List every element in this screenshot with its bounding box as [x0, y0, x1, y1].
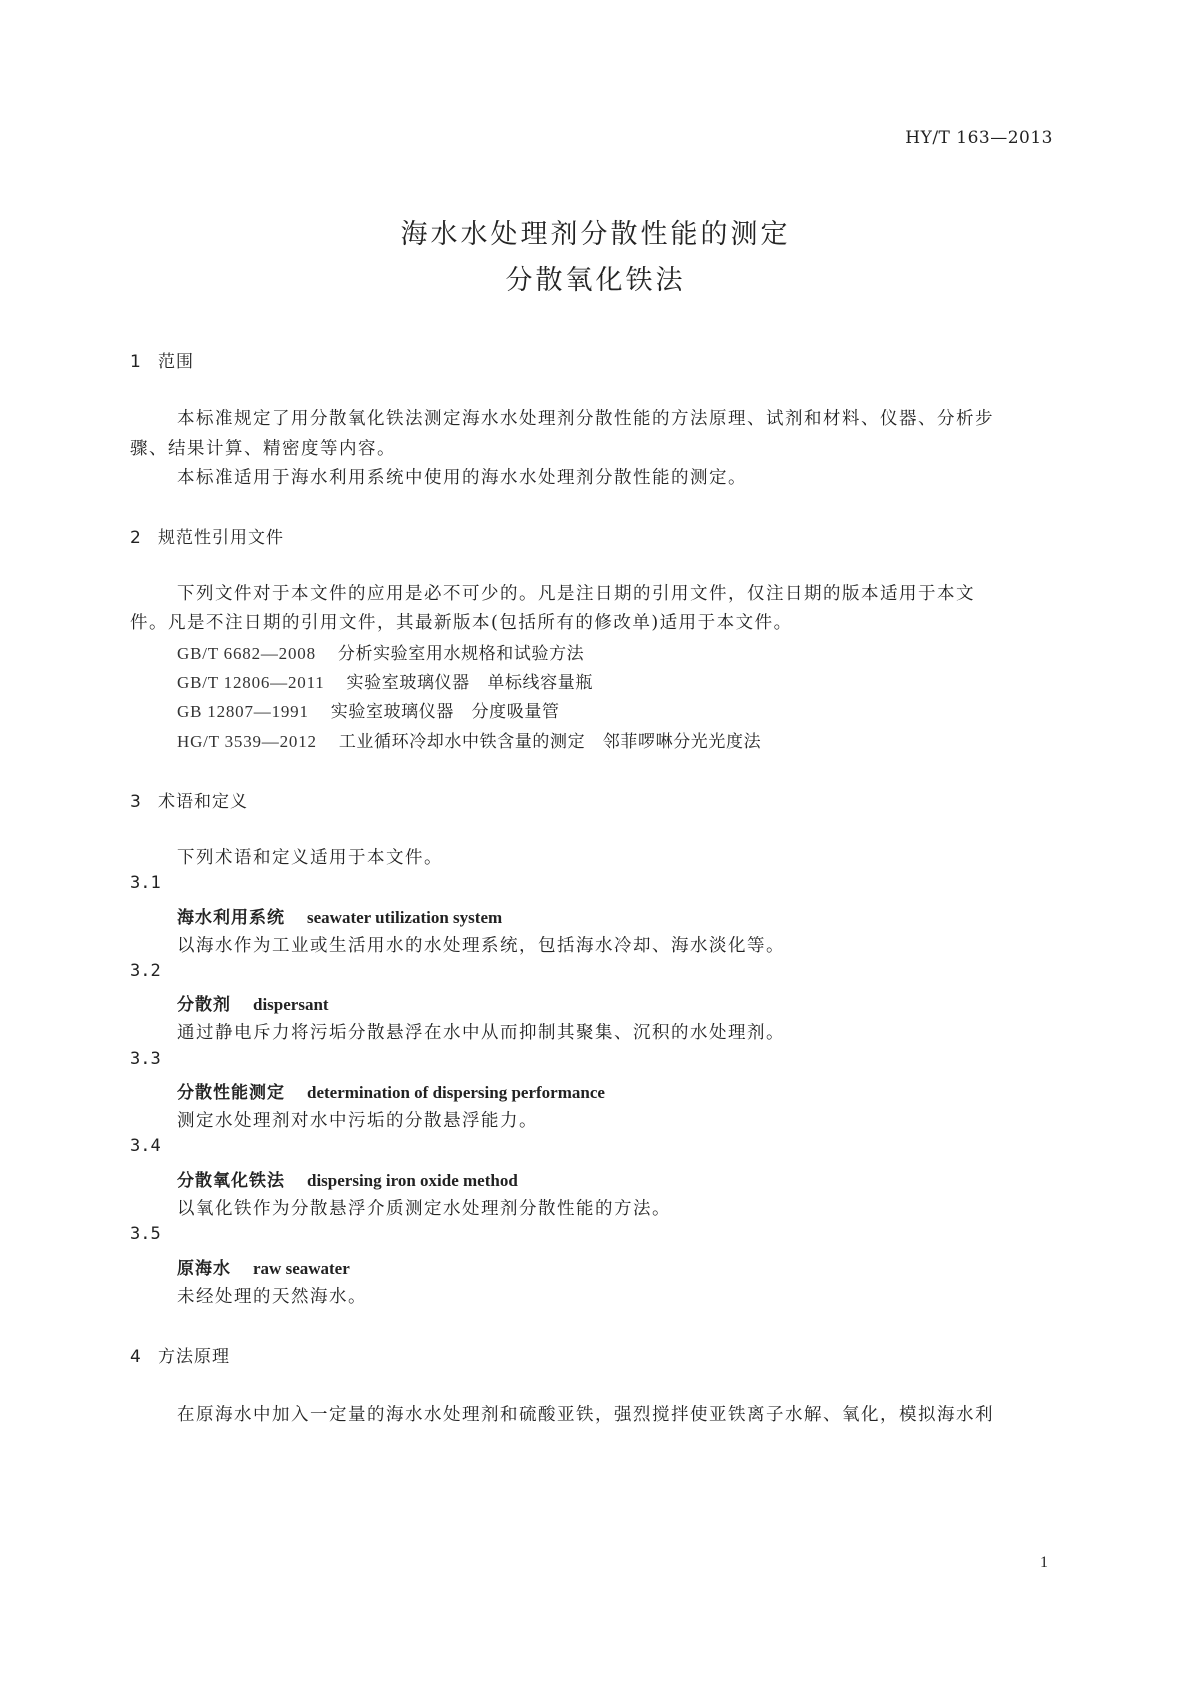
term-name-cn: 分散性能测定 [177, 1083, 285, 1103]
section-3-title: 术语和定义 [158, 792, 248, 812]
section-1-para2: 本标准适用于海水利用系统中使用的海水水处理剂分散性能的测定。 [177, 468, 747, 488]
title-line-1: 海水水处理剂分散性能的测定 [400, 219, 791, 250]
term-number: 3.2 [130, 961, 161, 981]
section-2-heading [130, 523, 284, 548]
section-4-para1-line1: 在原海水中加入一定量的海水水处理剂和硫酸亚铁，强烈搅拌使亚铁离子水解、氧化，模拟海水利 [177, 1405, 994, 1425]
term-name-en: dispersing iron oxide method [307, 1171, 518, 1190]
term-heading [177, 1078, 605, 1103]
section-1-heading [130, 347, 194, 372]
section-4-title: 方法原理 [158, 1347, 230, 1367]
section-3-intro: 下列术语和定义适用于本文件。 [177, 848, 443, 868]
term-name-cn: 分散剂 [177, 995, 231, 1015]
term-definition: 以氧化铁作为分散悬浮介质测定水处理剂分散性能的方法。 [177, 1199, 671, 1219]
section-4-number: 4 [130, 1347, 142, 1367]
section-1-para1-line1: 本标准规定了用分散氧化铁法测定海水水处理剂分散性能的方法原理、试剂和材料、仪器、分析步 [177, 409, 994, 429]
page-number: 1 [1040, 1554, 1048, 1571]
reference-title: 分析实验室用水规格和试验方法 [337, 644, 585, 664]
term-heading [177, 1254, 350, 1279]
reference-title: 工业循环冷却水中铁含量的测定 邻菲啰啉分光光度法 [338, 732, 762, 752]
section-1-number: 1 [130, 352, 142, 372]
term-definition: 通过静电斥力将污垢分散悬浮在水中从而抑制其聚集、沉积的水处理剂。 [177, 1023, 785, 1043]
term-heading [177, 1166, 518, 1191]
reference-title: 实验室玻璃仪器 分度吸量管 [330, 702, 560, 722]
section-1-para1-line2: 骤、结果计算、精密度等内容。 [130, 439, 396, 459]
term-name-cn: 原海水 [177, 1259, 231, 1279]
term-number: 3.3 [130, 1049, 161, 1069]
reference-title: 实验室玻璃仪器 单标线容量瓶 [346, 673, 593, 693]
section-3-heading [130, 787, 248, 812]
normative-reference [177, 697, 560, 722]
term-name-en: dispersant [253, 995, 329, 1014]
section-1-title: 范围 [158, 352, 194, 372]
section-2-intro-line2: 件。凡是不注日期的引用文件，其最新版本(包括所有的修改单)适用于本文件。 [130, 613, 793, 633]
term-number: 3.1 [130, 873, 161, 893]
section-4-heading [130, 1342, 230, 1367]
reference-code: GB/T 6682—2008 [177, 644, 316, 663]
term-definition: 测定水处理剂对水中污垢的分散悬浮能力。 [177, 1111, 538, 1131]
term-number: 3.5 [130, 1224, 161, 1244]
section-2-number: 2 [130, 528, 142, 548]
normative-reference [177, 727, 761, 752]
normative-reference [177, 639, 584, 664]
term-heading [177, 903, 502, 928]
term-definition: 未经处理的天然海水。 [177, 1287, 367, 1307]
term-number: 3.4 [130, 1136, 161, 1156]
term-name-en: raw seawater [253, 1259, 350, 1278]
normative-reference [177, 668, 593, 693]
term-definition: 以海水作为工业或生活用水的水处理系统，包括海水冷却、海水淡化等。 [177, 936, 785, 956]
reference-code: GB 12807—1991 [177, 702, 309, 721]
term-name-cn: 海水利用系统 [177, 908, 285, 928]
term-name-en: determination of dispersing performance [307, 1083, 605, 1102]
section-2-intro-line1: 下列文件对于本文件的应用是必不可少的。凡是注日期的引用文件，仅注日期的版本适用于本文 [177, 584, 975, 604]
reference-code: HG/T 3539—2012 [177, 732, 317, 751]
term-heading [177, 990, 329, 1015]
section-2-title: 规范性引用文件 [158, 528, 284, 548]
section-3-number: 3 [130, 792, 142, 812]
document-number: HY/T 163—2013 [905, 128, 1053, 148]
reference-code: GB/T 12806—2011 [177, 673, 325, 692]
term-name-en: seawater utilization system [307, 908, 503, 927]
title-line-2: 分散氧化铁法 [505, 265, 686, 296]
term-name-cn: 分散氧化铁法 [177, 1171, 285, 1191]
